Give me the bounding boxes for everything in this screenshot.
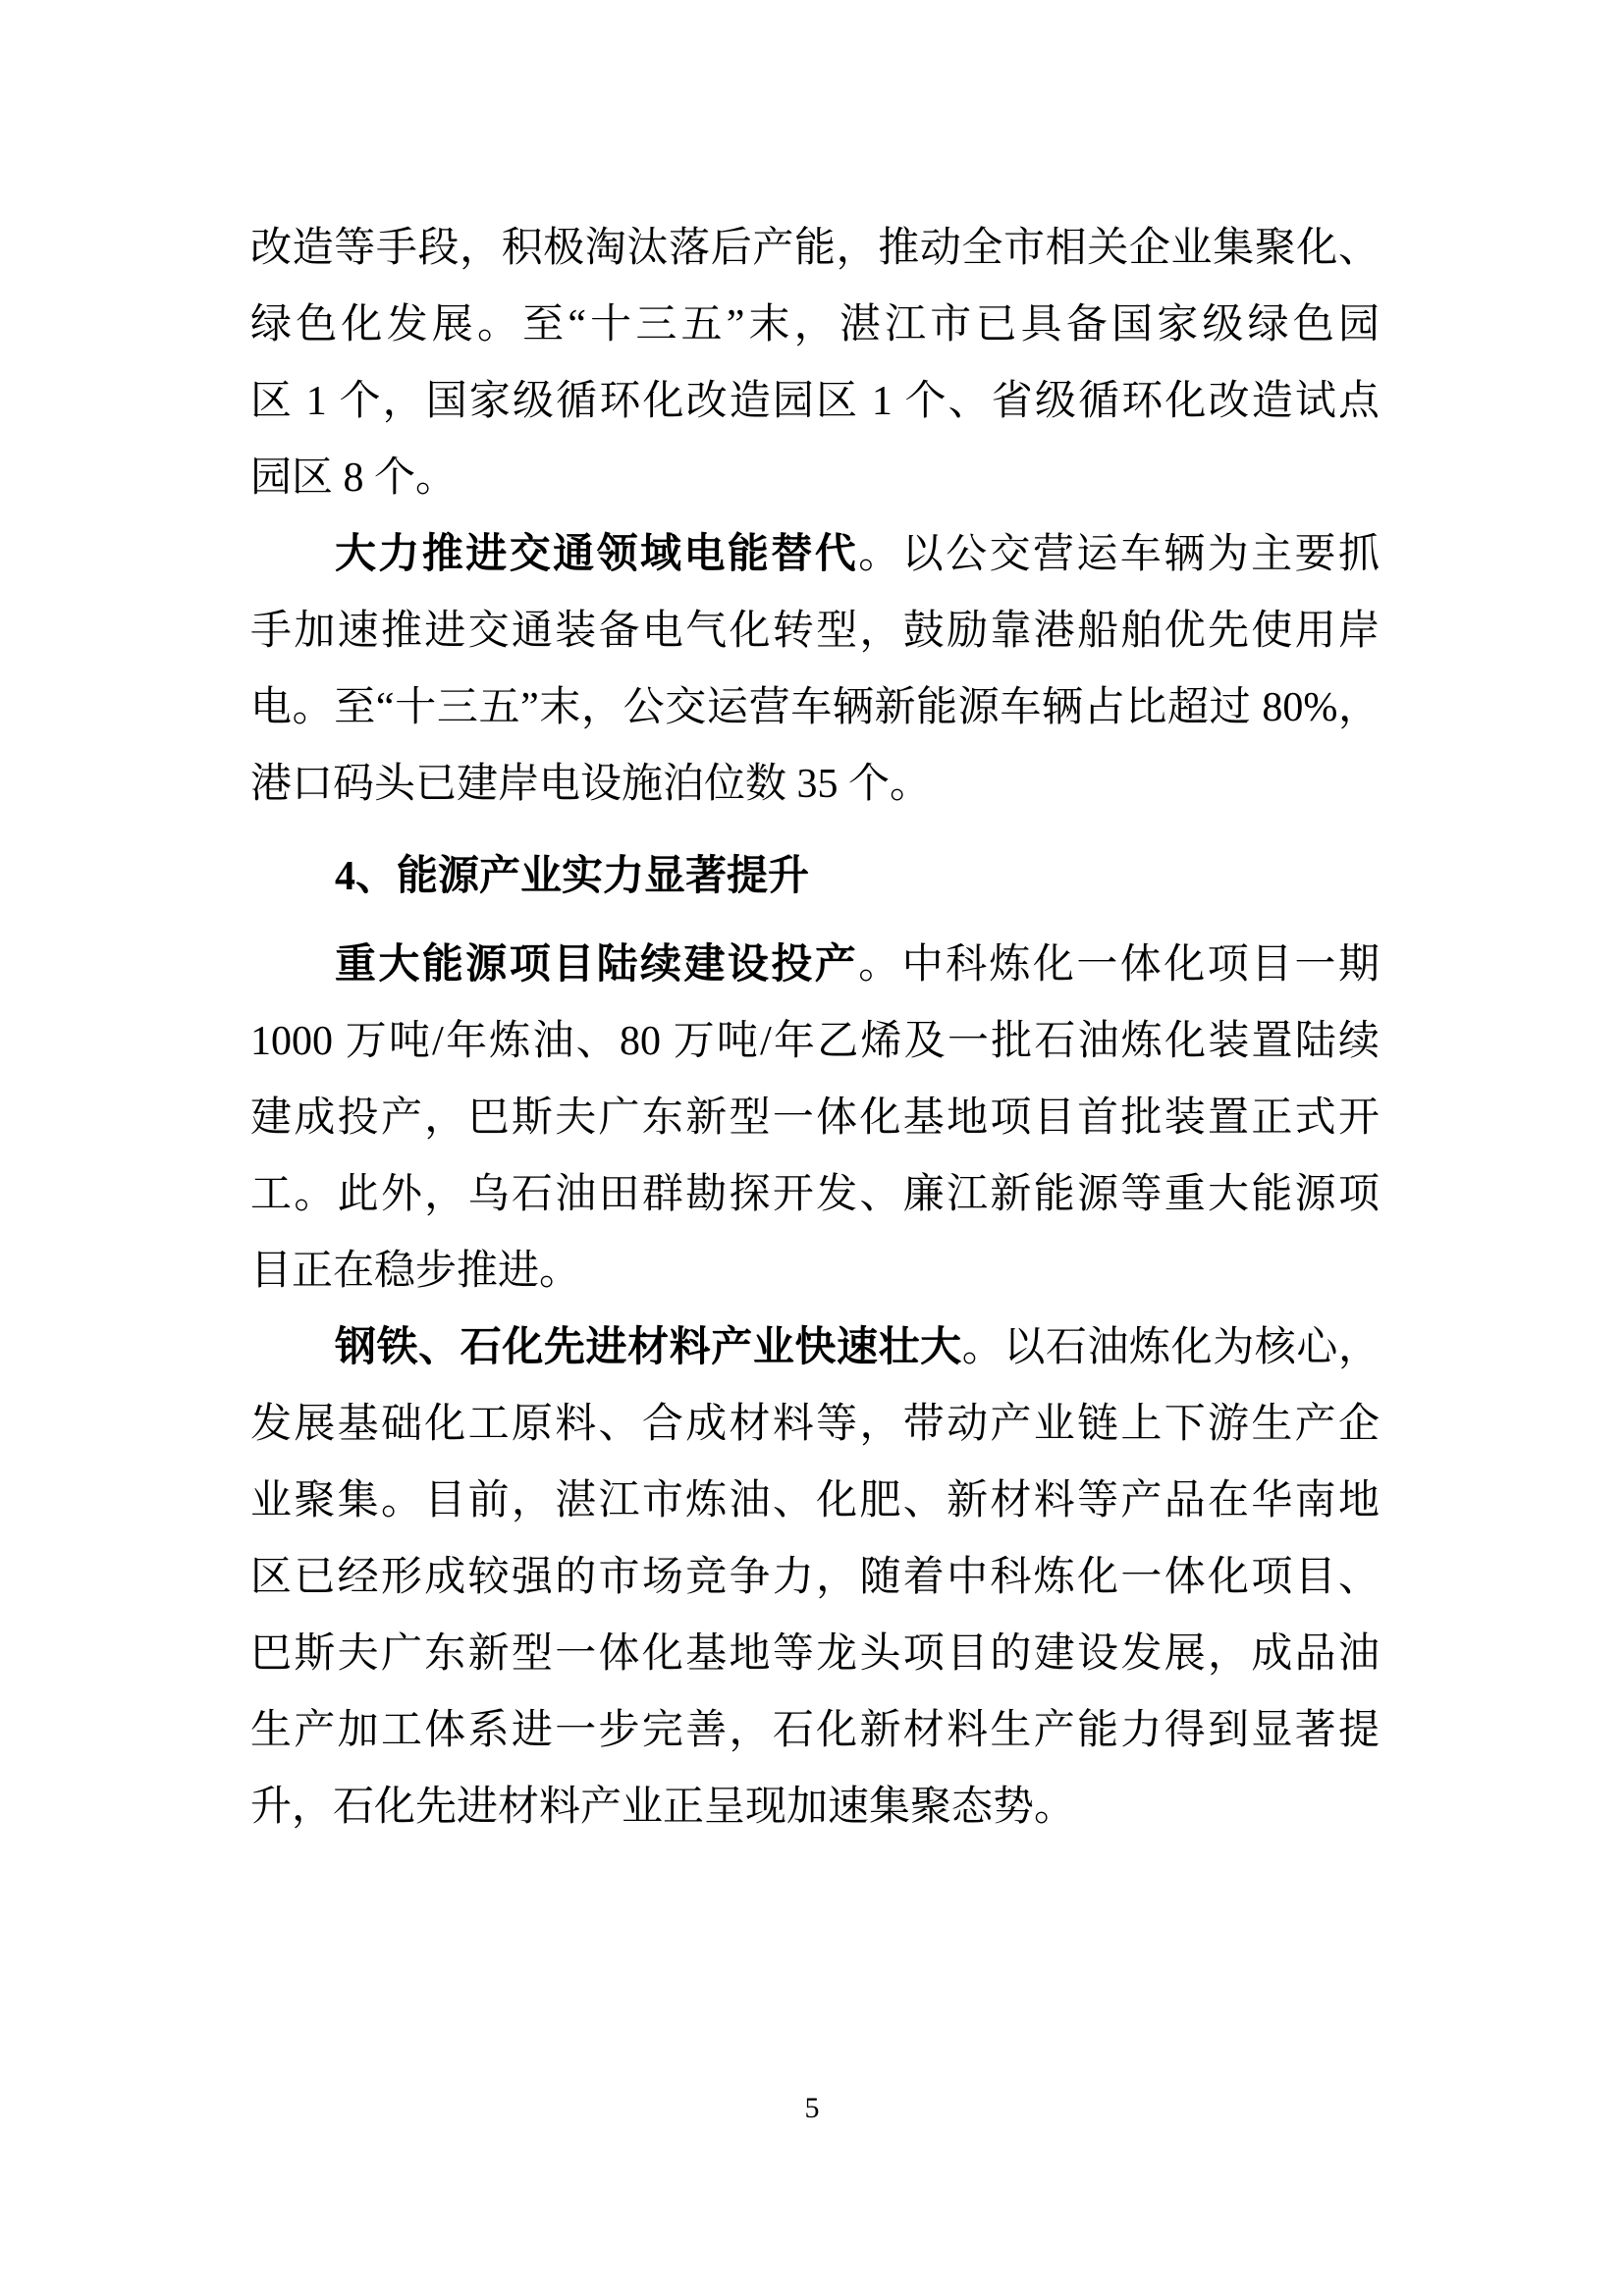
text-line	[250, 1539, 1380, 1616]
text-line	[250, 1769, 1380, 1845]
text-line	[250, 1309, 1380, 1386]
text-run: 电。至“十三五”末，公交运营车辆新能源车辆占比超过 80%，	[250, 685, 1380, 730]
text-line	[250, 838, 1380, 915]
text-run: 区 1 个，国家级循环化改造园区 1 个、省级循环化改造试点	[250, 379, 1380, 424]
text-line	[250, 593, 1380, 669]
text-run: 。以石油炼化为核心，	[961, 1325, 1380, 1370]
text-line	[250, 1233, 1380, 1309]
text-run: 业聚集。目前，湛江市炼油、化肥、新材料等产品在华南地	[250, 1478, 1380, 1523]
paragraph	[250, 927, 1380, 1309]
page-number: 5	[804, 2092, 820, 2124]
text-run: 巴斯夫广东新型一体化基地等龙头项目的建设发展，成品油	[250, 1631, 1380, 1677]
text-line	[250, 1156, 1380, 1233]
text-run: 建成投产，巴斯夫广东新型一体化基地项目首批装置正式开	[250, 1095, 1380, 1141]
text-line	[250, 1003, 1380, 1080]
text-run: 生产加工体系进一步完善，石化新材料生产能力得到显著提	[250, 1708, 1380, 1753]
text-run: 区已经形成较强的市场竞争力，随着中科炼化一体化项目、	[250, 1555, 1380, 1600]
paragraph	[250, 516, 1380, 823]
paragraph	[250, 210, 1380, 516]
text-line	[250, 1386, 1380, 1463]
text-run: 工。此外，乌石油田群勘探开发、廉江新能源等重大能源项	[250, 1172, 1380, 1217]
text-run-bold: 大力推进交通领域电能替代	[335, 532, 859, 577]
text-run: 港口码头已建岸电设施泊位数 35 个。	[250, 762, 932, 807]
text-run: 改造等手段，积极淘汰落后产能，推动全市相关企业集聚化、	[250, 226, 1380, 271]
text-line	[250, 210, 1380, 287]
text-line	[250, 1080, 1380, 1156]
text-run: 绿色化发展。至“十三五”末，湛江市已具备国家级绿色园	[250, 302, 1380, 347]
text-run-bold: 钢铁、石化先进材料产业快速壮大	[335, 1325, 962, 1370]
text-line	[250, 669, 1380, 746]
text-run-bold: 4、能源产业实力显著提升	[335, 854, 810, 899]
text-run: 。中科炼化一体化项目一期	[858, 942, 1380, 988]
text-run: 目正在稳步推进。	[250, 1249, 581, 1294]
text-run: 升，石化先进材料产业正呈现加速集聚态势。	[250, 1785, 1076, 1830]
paragraph	[250, 1309, 1380, 1845]
text-run: 园区 8 个。	[250, 455, 458, 501]
text-line	[250, 927, 1380, 1003]
text-line	[250, 1463, 1380, 1539]
text-run: 。以公交营运车辆为主要抓	[858, 532, 1380, 577]
text-run: 发展基础化工原料、合成材料等，带动产业链上下游生产企	[250, 1402, 1380, 1447]
document-body	[250, 210, 1380, 1845]
text-run: 手加速推进交通装备电气化转型，鼓励靠港船舶优先使用岸	[250, 609, 1380, 654]
text-line	[250, 363, 1380, 440]
text-line	[250, 1616, 1380, 1692]
text-line	[250, 440, 1380, 516]
section-heading	[250, 838, 1380, 915]
text-run-bold: 重大能源项目陆续建设投产	[335, 942, 859, 988]
text-line	[250, 516, 1380, 593]
text-line	[250, 1692, 1380, 1769]
text-line	[250, 287, 1380, 363]
text-run: 1000 万吨/年炼油、80 万吨/年乙烯及一批石油炼化装置陆续	[250, 1019, 1380, 1064]
text-line	[250, 746, 1380, 823]
